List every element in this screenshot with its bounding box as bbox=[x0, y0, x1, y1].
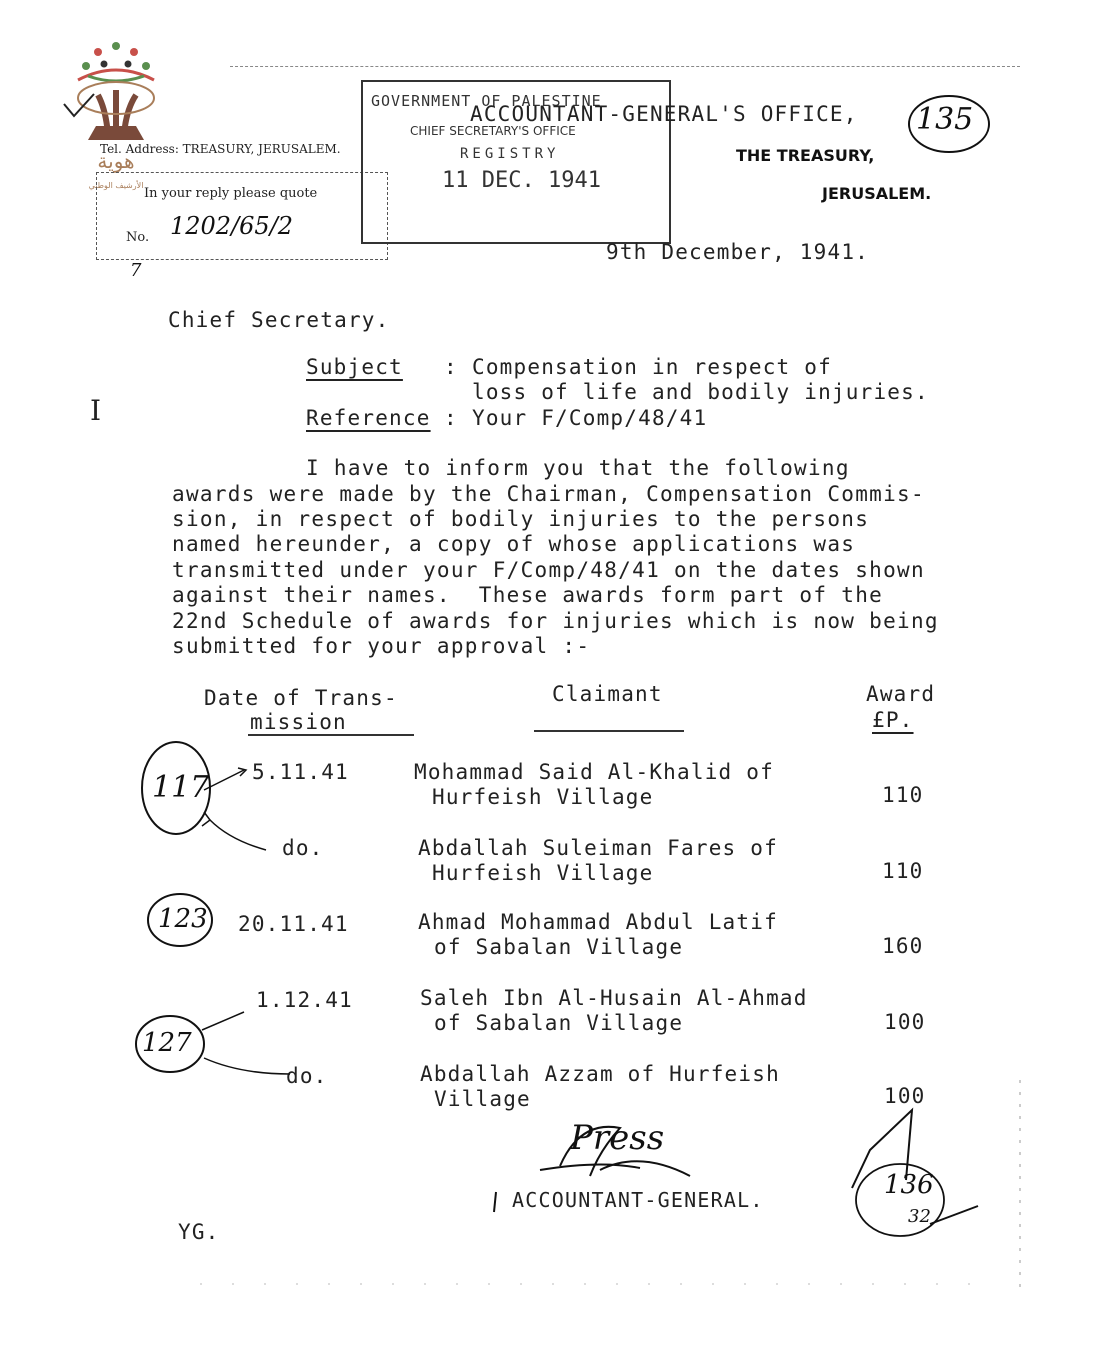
body-line-8: submitted for your approval :- bbox=[172, 634, 591, 658]
row-5-date: do. bbox=[286, 1064, 328, 1088]
col-award-header-1: Award bbox=[866, 682, 936, 706]
subject-line-1: Compensation in respect of bbox=[472, 355, 832, 379]
col-award-header-2: £P. bbox=[872, 708, 914, 732]
office-title: ACCOUNTANT-GENERAL'S OFFICE, bbox=[470, 102, 858, 126]
row-3-circle-number: 123 bbox=[158, 904, 208, 934]
row-4-date: 1.12.41 bbox=[256, 988, 353, 1012]
reference-number: 1202/65/2 bbox=[170, 212, 294, 240]
row-2-award: 110 bbox=[882, 859, 924, 883]
col-date-header-2: mission bbox=[250, 710, 347, 734]
subject-colon: : bbox=[444, 355, 458, 379]
row-1-date: 5.11.41 bbox=[252, 760, 349, 784]
bottom-circle-number: 136 bbox=[884, 1170, 934, 1200]
body-line-2: awards were made by the Chairman, Compensation Commis- bbox=[172, 482, 925, 506]
stamp-line-2: CHIEF SECRETARY'S OFFICE bbox=[410, 124, 576, 138]
no-label: No. bbox=[126, 230, 150, 245]
row-1-award: 110 bbox=[882, 783, 924, 807]
col-claimant-header: Claimant bbox=[552, 682, 663, 706]
body-line-4: named hereunder, a copy of whose applications was bbox=[172, 532, 856, 556]
addressee: Chief Secretary. bbox=[168, 308, 390, 332]
body-line-5: transmitted under your F/Comp/48/41 on the dates shown bbox=[172, 558, 925, 582]
body-line-3: sion, in respect of bodily injuries to the persons bbox=[172, 507, 870, 531]
signature: Press bbox=[570, 1118, 665, 1158]
margin-mark: I bbox=[90, 394, 102, 427]
city-label: JERUSALEM. bbox=[822, 184, 932, 203]
row-1-circle-number: 117 bbox=[152, 770, 210, 805]
subject-label: Subject bbox=[306, 355, 403, 379]
body-line-7: 22nd Schedule of awards for injuries which is now being bbox=[172, 609, 939, 633]
folio-number: 135 bbox=[916, 102, 974, 137]
svg-text:هوية: هوية bbox=[97, 149, 135, 173]
stamp-registry: REGISTRY bbox=[460, 146, 560, 162]
typist-initials: YG. bbox=[178, 1220, 220, 1244]
body-line-1: I have to inform you that the following bbox=[306, 456, 850, 480]
stamp-line-1: GOVERNMENT OF PALESTINE bbox=[371, 92, 602, 110]
row-2-claimant-1: Abdallah Suleiman Fares of bbox=[418, 836, 778, 860]
row-4-claimant-1: Saleh Ibn Al-Husain Al-Ahmad bbox=[420, 986, 808, 1010]
row-1-claimant-2: Hurfeish Village bbox=[432, 785, 654, 809]
tel-address: Tel. Address: TREASURY, JERUSALEM. bbox=[100, 142, 341, 156]
signatory-title: ACCOUNTANT-GENERAL. bbox=[512, 1188, 764, 1212]
bottom-circle-sub: 32 bbox=[908, 1206, 931, 1227]
seal-caption: الأرشيف الوطني bbox=[88, 181, 144, 190]
row-5-claimant-2: Village bbox=[434, 1087, 531, 1111]
treasury-label: THE TREASURY, bbox=[736, 146, 875, 165]
row-5-award: 100 bbox=[884, 1084, 926, 1108]
col-date-header-1: Date of Trans- bbox=[204, 686, 398, 710]
reference-colon: : bbox=[444, 406, 458, 430]
row-5-claimant-1: Abdallah Azzam of Hurfeish bbox=[420, 1062, 780, 1086]
row-2-date: do. bbox=[282, 836, 324, 860]
reference-label: Reference bbox=[306, 406, 431, 430]
reference-sub: 7 bbox=[130, 260, 142, 281]
reply-quote-label: In your reply please quote bbox=[144, 186, 318, 201]
row-4-award: 100 bbox=[884, 1010, 926, 1034]
stamp-date: 11 DEC. 1941 bbox=[442, 168, 601, 193]
row-3-award: 160 bbox=[882, 934, 924, 958]
row-3-claimant-1: Ahmad Mohammad Abdul Latif bbox=[418, 910, 778, 934]
reference-value: Your F/Comp/48/41 bbox=[472, 406, 708, 430]
letter-date: 9th December, 1941. bbox=[606, 240, 870, 264]
row-3-date: 20.11.41 bbox=[238, 912, 349, 936]
row-2-claimant-2: Hurfeish Village bbox=[432, 861, 654, 885]
row-4-claimant-2: of Sabalan Village bbox=[434, 1011, 684, 1035]
body-line-6: against their names. These awards form part of the bbox=[172, 583, 884, 607]
subject-line-2: loss of life and bodily injuries. bbox=[472, 380, 929, 404]
row-1-claimant-1: Mohammad Said Al-Khalid of bbox=[414, 760, 774, 784]
row-4-circle-number: 127 bbox=[142, 1028, 192, 1058]
row-3-claimant-2: of Sabalan Village bbox=[434, 935, 684, 959]
